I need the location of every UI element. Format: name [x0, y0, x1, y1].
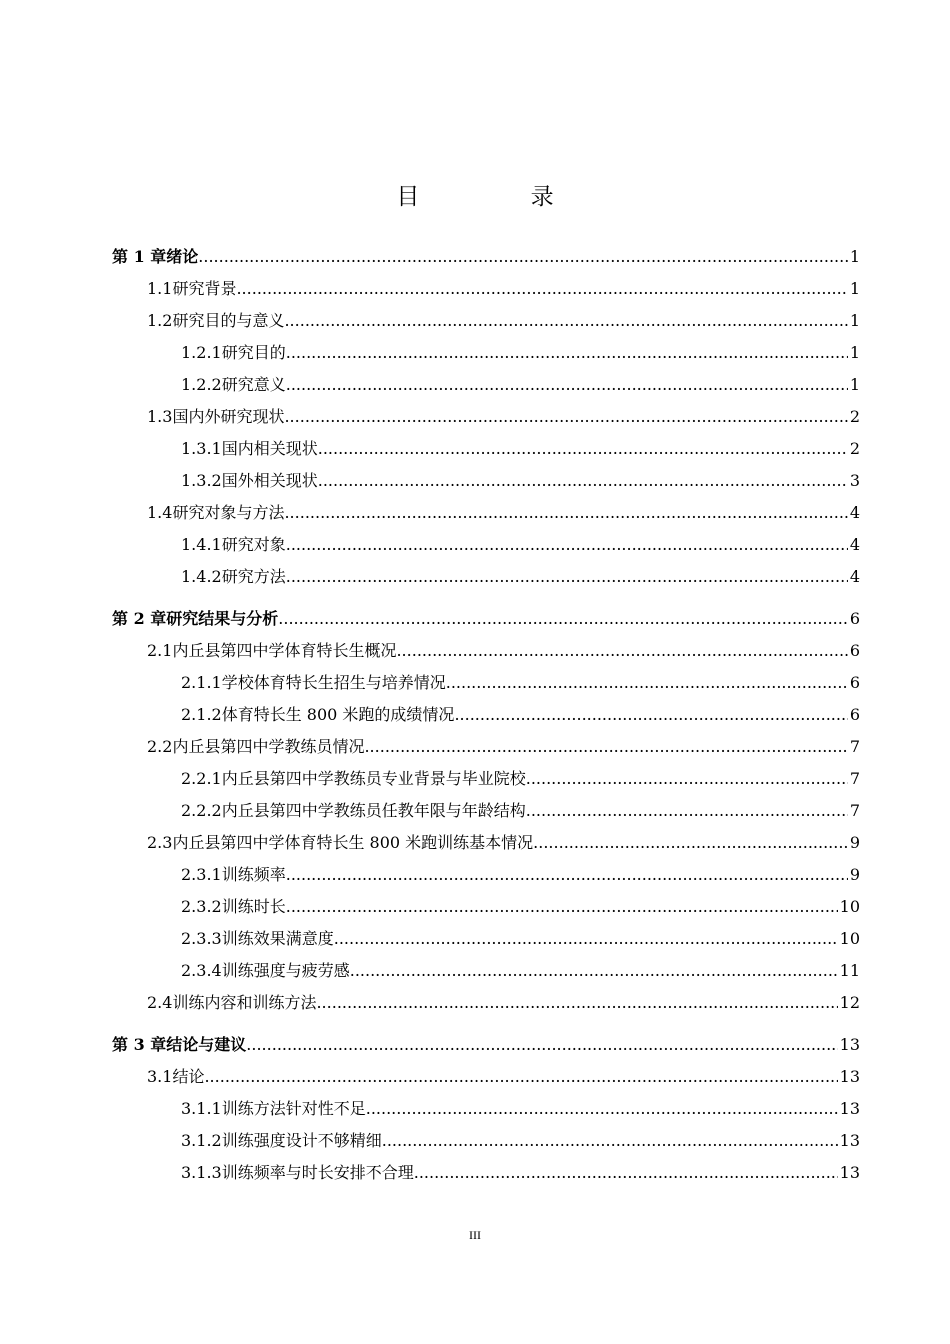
toc-entry-page: 13 [839, 1163, 860, 1182]
toc-entry-number: 2.3.3 [181, 929, 222, 948]
toc-entry[interactable] [112, 827, 860, 859]
dot-leader [446, 667, 848, 699]
toc-entry-title: 体育特长生 800 米跑的成绩情况 [221, 705, 455, 724]
toc-entry-title: 研究目的与意义 [172, 311, 285, 330]
dot-leader [246, 1029, 837, 1061]
toc-entry-number: 2.2.1 [181, 769, 222, 788]
toc-entry[interactable] [112, 795, 860, 827]
toc-entry-title: 训练方法针对性不足 [221, 1099, 366, 1118]
toc-entry[interactable] [112, 603, 860, 635]
dot-leader [286, 369, 848, 401]
toc-entry-title: 研究目的 [221, 343, 286, 362]
toc-entry-title: 内丘县第四中学教练员专业背景与毕业院校 [221, 769, 526, 788]
toc-entry-number: 3.1.1 [181, 1099, 222, 1118]
dot-leader [454, 699, 847, 731]
toc-entry-title: 内丘县第四中学体育特长生 800 米跑训练基本情况 [172, 833, 534, 852]
dot-leader [204, 1061, 837, 1093]
toc-entry-page: 2 [849, 439, 860, 458]
page-number-footer: III [469, 1228, 481, 1242]
toc-entry-number: 1.2.1 [181, 343, 222, 362]
toc-entry-page: 7 [849, 769, 860, 788]
toc-entry-page: 6 [849, 609, 860, 628]
dot-leader [364, 731, 847, 763]
toc-entry-number: 2.1 [147, 641, 173, 660]
toc-entry[interactable] [112, 635, 860, 667]
toc-entry-page: 11 [839, 961, 860, 980]
dot-leader [366, 1093, 838, 1125]
toc-entry[interactable] [112, 273, 860, 305]
dot-leader [284, 401, 847, 433]
toc-entry-number: 1.2 [147, 311, 173, 330]
toc-entry-page: 2 [849, 407, 860, 426]
toc-entry-title: 训练内容和训练方法 [172, 993, 317, 1012]
toc-entry-number: 1.2.2 [181, 375, 222, 394]
toc-entry-page: 10 [839, 897, 860, 916]
toc-entry-page: 1 [849, 247, 860, 266]
toc-entry[interactable] [112, 891, 860, 923]
toc-entry-title: 研究方法 [221, 567, 286, 586]
dot-leader [286, 891, 838, 923]
toc-entry[interactable] [112, 923, 860, 955]
toc-entry-title: 研究对象与方法 [172, 503, 285, 522]
toc-entry-page: 6 [849, 673, 860, 692]
dot-leader [533, 827, 848, 859]
toc-entry-title: 内丘县第四中学体育特长生概况 [172, 641, 397, 660]
toc-entry[interactable] [112, 1157, 860, 1189]
toc-entry[interactable] [112, 433, 860, 465]
toc-entry[interactable] [112, 1061, 860, 1093]
toc-entry-title: 学校体育特长生招生与培养情况 [221, 673, 446, 692]
toc-entry-number: 1.3 [147, 407, 173, 426]
toc-entry-title: 训练强度设计不够精细 [221, 1131, 382, 1150]
toc-entry-title: 研究对象 [221, 535, 286, 554]
dot-leader [286, 859, 848, 891]
dot-leader [350, 955, 838, 987]
toc-entry-page: 4 [849, 535, 860, 554]
toc-entry[interactable] [112, 241, 860, 273]
dot-leader [334, 923, 838, 955]
toc-entry-page: 13 [839, 1131, 860, 1150]
toc-entry-number: 2.3.2 [181, 897, 222, 916]
toc-entry[interactable] [112, 401, 860, 433]
dot-leader [236, 273, 847, 305]
toc-entry-number: 3.1.2 [181, 1131, 222, 1150]
toc-entry-title: 绪论 [166, 247, 199, 266]
toc-entry-title: 内丘县第四中学教练员任教年限与年龄结构 [221, 801, 526, 820]
toc-entry-page: 7 [849, 737, 860, 756]
toc-entry-number: 2.4 [147, 993, 173, 1012]
toc-entry-page: 4 [849, 503, 860, 522]
dot-leader [286, 529, 848, 561]
toc-entry[interactable] [112, 859, 860, 891]
toc-entry-number: 3.1 [147, 1067, 173, 1086]
toc-entry[interactable] [112, 1029, 860, 1061]
dot-leader [316, 987, 837, 1019]
toc-entry-page: 3 [849, 471, 860, 490]
toc-entry-number: 1.4.1 [181, 535, 222, 554]
toc-entry[interactable] [112, 369, 860, 401]
toc-entry[interactable] [112, 529, 860, 561]
toc-entry[interactable] [112, 305, 860, 337]
toc-entry-number: 1.4.2 [181, 567, 222, 586]
toc-entry-page: 9 [849, 833, 860, 852]
toc-entry-title: 结论与建议 [166, 1035, 247, 1054]
toc-entry[interactable] [112, 955, 860, 987]
page-title: 目 录 [396, 184, 606, 210]
toc-entry-number: 2.2.2 [181, 801, 222, 820]
toc-entry-title: 训练频率 [221, 865, 286, 884]
toc-entry[interactable] [112, 465, 860, 497]
toc-entry[interactable] [112, 987, 860, 1019]
dot-leader [318, 433, 848, 465]
toc-entry-number: 1.3.2 [181, 471, 222, 490]
toc-entry-page: 9 [849, 865, 860, 884]
toc-entry-title: 训练频率与时长安排不合理 [221, 1163, 414, 1182]
toc-entry-title: 内丘县第四中学教练员情况 [172, 737, 365, 756]
toc-entry-number: 1.1 [147, 279, 173, 298]
toc-entry-title: 研究背景 [172, 279, 237, 298]
toc-entry-number: 第 2 章 [112, 609, 167, 628]
toc-entry-number: 1.3.1 [181, 439, 222, 458]
toc-entry-number: 3.1.3 [181, 1163, 222, 1182]
dot-leader [318, 465, 848, 497]
toc-entry-page: 1 [849, 343, 860, 362]
toc-entry-page: 1 [849, 279, 860, 298]
dot-leader [286, 337, 848, 369]
toc-entry-number: 2.3.1 [181, 865, 222, 884]
toc-entry[interactable] [112, 561, 860, 593]
dot-leader [284, 305, 847, 337]
dot-leader [284, 497, 847, 529]
dot-leader [382, 1125, 838, 1157]
toc-entry-page: 13 [839, 1099, 860, 1118]
toc-entry-number: 第 1 章 [112, 247, 167, 266]
dot-leader [414, 1157, 838, 1189]
toc-entry-title: 研究意义 [221, 375, 286, 394]
table-of-contents [112, 241, 860, 1189]
toc-entry-title: 训练时长 [221, 897, 286, 916]
toc-entry-page: 13 [839, 1035, 860, 1054]
toc-entry-page: 13 [839, 1067, 860, 1086]
toc-entry-page: 1 [849, 311, 860, 330]
toc-entry[interactable] [112, 731, 860, 763]
toc-entry-number: 第 3 章 [112, 1035, 167, 1054]
toc-entry-number: 2.1.2 [181, 705, 222, 724]
dot-leader [396, 635, 847, 667]
toc-entry-number: 2.1.1 [181, 673, 222, 692]
toc-entry[interactable] [112, 1093, 860, 1125]
toc-entry-page: 6 [849, 705, 860, 724]
toc-entry-page: 10 [839, 929, 860, 948]
dot-leader [198, 241, 848, 273]
toc-entry-title: 国内相关现状 [221, 439, 318, 458]
dot-leader [278, 603, 848, 635]
toc-entry[interactable] [112, 667, 860, 699]
toc-entry[interactable] [112, 699, 860, 731]
toc-entry-title: 国外相关现状 [221, 471, 318, 490]
toc-entry-title: 训练强度与疲劳感 [221, 961, 350, 980]
toc-entry-title: 训练效果满意度 [221, 929, 334, 948]
toc-entry-number: 2.3.4 [181, 961, 222, 980]
toc-entry-page: 7 [849, 801, 860, 820]
dot-leader [526, 795, 848, 827]
toc-entry-page: 1 [849, 375, 860, 394]
toc-entry-number: 2.2 [147, 737, 173, 756]
toc-entry[interactable] [112, 1125, 860, 1157]
toc-entry-title: 结论 [172, 1067, 205, 1086]
toc-entry-page: 6 [849, 641, 860, 660]
toc-entry-title: 国内外研究现状 [172, 407, 285, 426]
toc-entry-number: 2.3 [147, 833, 173, 852]
toc-entry-page: 12 [839, 993, 860, 1012]
toc-entry-number: 1.4 [147, 503, 173, 522]
toc-entry-page: 4 [849, 567, 860, 586]
toc-entry[interactable] [112, 497, 860, 529]
dot-leader [286, 561, 848, 593]
toc-entry[interactable] [112, 763, 860, 795]
dot-leader [526, 763, 848, 795]
toc-entry[interactable] [112, 337, 860, 369]
toc-entry-title: 研究结果与分析 [166, 609, 279, 628]
